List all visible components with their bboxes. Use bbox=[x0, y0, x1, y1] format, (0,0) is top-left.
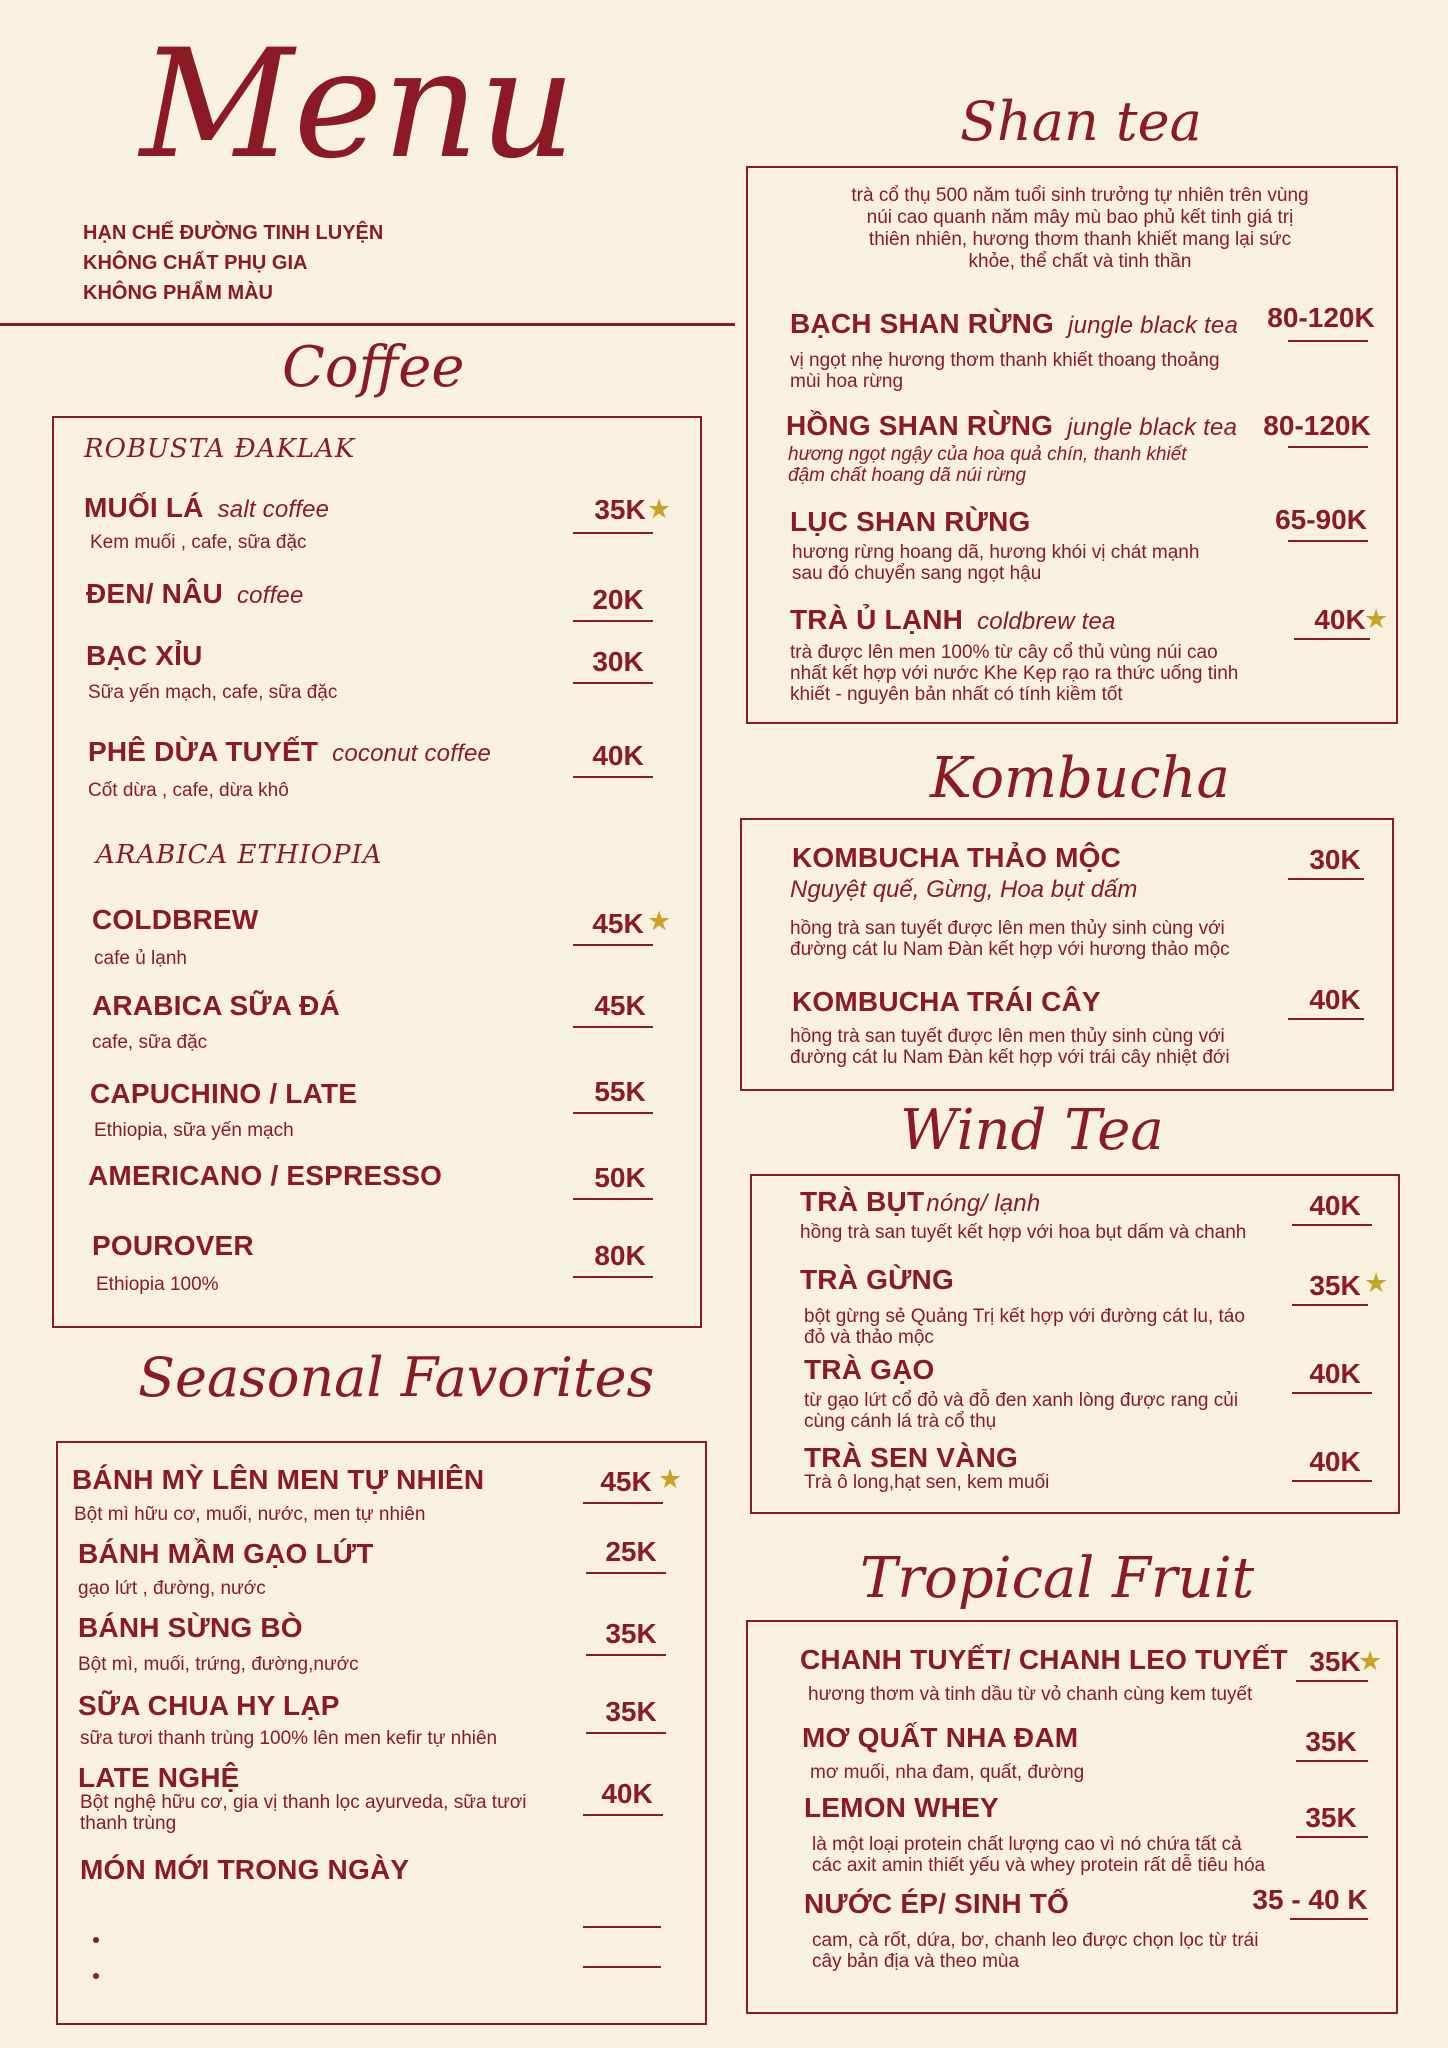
coffee-item-phe-dua: PHÊ DỪA TUYẾT coconut coffee bbox=[88, 736, 492, 767]
wind-item-tra-gung: TRÀ GỪNG bbox=[800, 1264, 954, 1295]
coffee-price-bac-xiu: 30K bbox=[592, 646, 644, 677]
star-icon: ★ bbox=[647, 494, 672, 524]
price-underline bbox=[573, 1276, 653, 1278]
coffee-price-americano: 50K bbox=[594, 1162, 646, 1193]
shan-title: Shan tea bbox=[960, 90, 1202, 153]
coffee-item-arabica-sua-da: ARABICA SỮA ĐÁ bbox=[92, 990, 340, 1021]
seasonal-title: Seasonal Favorites bbox=[138, 1346, 655, 1409]
price-underline bbox=[1296, 1760, 1368, 1762]
price-underline bbox=[1288, 540, 1368, 542]
price-underline bbox=[1288, 340, 1368, 342]
coffee-desc-arabica-sua-da: cafe, sữa đặc bbox=[92, 1032, 208, 1053]
tagline-3: KHÔNG PHẨM MÀU bbox=[83, 282, 273, 304]
coffee-price-pourover: 80K bbox=[594, 1240, 646, 1271]
shan-item-u-lanh: TRÀ Ủ LẠNH coldbrew tea bbox=[790, 604, 1116, 635]
coffee-desc-capuchino: Ethiopia, sữa yến mạch bbox=[94, 1120, 294, 1141]
shan-price-hong: 80-120K bbox=[1263, 410, 1371, 441]
shan-desc-luc: hương rừng hoang dã, hương khói vị chát mạnh sau đó chuyển sang ngọt hậu bbox=[792, 542, 1200, 584]
coffee-price-arabica-sua-da: 45K bbox=[594, 990, 646, 1021]
price-underline bbox=[583, 1502, 663, 1504]
price-underline bbox=[1292, 1224, 1372, 1226]
tropical-desc-chanh-tuyet: hương thơm và tinh dầu từ vỏ chanh cùng kem tuyết bbox=[808, 1684, 1253, 1705]
header-divider bbox=[0, 323, 735, 326]
blank-underline bbox=[583, 1926, 661, 1928]
wind-price-tra-but: 40K bbox=[1309, 1190, 1361, 1221]
coffee-desc-coldbrew: cafe ủ lạnh bbox=[94, 948, 187, 969]
tropical-desc-nuoc-ep: cam, cà rốt, dứa, bơ, chanh leo được chọn lọc từ trái cây bản địa và theo mùa bbox=[812, 1930, 1259, 1972]
coffee-item-den-nau: ĐEN/ NÂU coffee bbox=[86, 578, 304, 609]
kombucha-price-trai-cay: 40K bbox=[1309, 984, 1361, 1015]
coffee-item-pourover: POUROVER bbox=[92, 1230, 254, 1261]
seasonal-item-late-nghe: LATE NGHỆ bbox=[78, 1762, 240, 1793]
star-icon: ★ bbox=[1364, 1268, 1389, 1298]
price-underline bbox=[586, 1732, 666, 1734]
seasonal-item-mon-moi: MÓN MỚI TRONG NGÀY bbox=[80, 1854, 410, 1885]
coffee-price-phe-dua: 40K bbox=[592, 740, 644, 771]
star-icon: ★ bbox=[647, 906, 672, 936]
wind-item-tra-sen: TRÀ SEN VÀNG bbox=[804, 1442, 1018, 1473]
coffee-item-americano: AMERICANO / ESPRESSO bbox=[88, 1160, 443, 1191]
tropical-item-lemon-whey: LEMON WHEY bbox=[804, 1792, 999, 1823]
shan-desc-bach: vị ngọt nhẹ hương thơm thanh khiết thoang thoảng mùi hoa rừng bbox=[790, 350, 1220, 392]
coffee-price-muoi-la: 35K bbox=[594, 494, 646, 525]
price-underline bbox=[1292, 1304, 1368, 1306]
kombucha-desc-thao-moc: hồng trà san tuyết được lên men thủy sinh cùng với đường cát lu Nam Đàn kết hợp với hương thảo mộc bbox=[790, 918, 1230, 960]
coffee-desc-pourover: Ethiopia 100% bbox=[96, 1274, 219, 1295]
tropical-price-mo-quat: 35K bbox=[1305, 1726, 1357, 1757]
shan-price-u-lanh: 40K bbox=[1314, 604, 1366, 635]
star-icon: ★ bbox=[658, 1464, 683, 1494]
coffee-price-den-nau: 20K bbox=[592, 584, 644, 615]
blank-underline bbox=[583, 1966, 661, 1968]
wind-price-tra-sen: 40K bbox=[1309, 1446, 1361, 1477]
seasonal-desc-banh-sung-bo: Bột mì, muối, trứng, đường,nước bbox=[78, 1654, 359, 1675]
bullet-dot bbox=[93, 1973, 99, 1979]
tropical-desc-mo-quat: mơ muối, nha đam, quất, đường bbox=[810, 1762, 1085, 1783]
tropical-price-chanh-tuyet: 35K bbox=[1309, 1646, 1361, 1677]
shan-desc-u-lanh: trà được lên men 100% từ cây cổ thủ vùng núi cao nhất kết hợp với nước Khe Kẹp rạo ra thức uống tinh khiết - nguyên bản nhất có tính kiềm tốt bbox=[790, 642, 1239, 705]
coffee-title: Coffee bbox=[282, 335, 465, 400]
price-underline bbox=[1296, 1680, 1368, 1682]
price-underline bbox=[573, 1026, 653, 1028]
kombucha-sub-thao-moc: Nguyệt quế, Gừng, Hoa bụt dấm bbox=[790, 876, 1138, 903]
coffee-price-coldbrew: 45K bbox=[592, 908, 644, 939]
star-icon: ★ bbox=[1358, 1646, 1383, 1676]
seasonal-desc-banh-mam: gạo lứt , đường, nước bbox=[78, 1578, 266, 1599]
seasonal-price-banh-sung-bo: 35K bbox=[605, 1618, 657, 1649]
kombucha-item-trai-cay: KOMBUCHA TRÁI CÂY bbox=[792, 986, 1101, 1017]
shan-item-bach: BẠCH SHAN RỪNG jungle black tea bbox=[790, 308, 1239, 339]
price-underline bbox=[1294, 638, 1370, 640]
tropical-price-lemon-whey: 35K bbox=[1305, 1802, 1357, 1833]
tropical-desc-lemon-whey: là một loại protein chất lượng cao vì nó chứa tất cả các axit amin thiết yếu và whey protein rất dễ tiêu hóa bbox=[812, 1834, 1266, 1876]
shan-item-luc: LỤC SHAN RỪNG bbox=[790, 506, 1031, 537]
coffee-item-capuchino: CAPUCHINO / LATE bbox=[90, 1078, 358, 1109]
tropical-item-nuoc-ep: NƯỚC ÉP/ SINH TỐ bbox=[804, 1888, 1070, 1919]
seasonal-price-banh-mam: 25K bbox=[605, 1536, 657, 1567]
price-underline bbox=[573, 532, 653, 534]
price-underline bbox=[573, 944, 653, 946]
coffee-price-capuchino: 55K bbox=[594, 1076, 646, 1107]
price-underline bbox=[583, 1814, 663, 1816]
wind-tea-title: Wind Tea bbox=[900, 1098, 1164, 1163]
seasonal-item-banh-mam: BÁNH MẦM GẠO LỨT bbox=[78, 1538, 374, 1569]
price-underline bbox=[573, 1198, 653, 1200]
menu-title: Menu bbox=[140, 18, 576, 192]
tropical-price-nuoc-ep: 35 - 40 K bbox=[1252, 1884, 1368, 1915]
kombucha-price-thao-moc: 30K bbox=[1309, 844, 1361, 875]
price-underline bbox=[1296, 1836, 1368, 1838]
wind-desc-tra-gao: từ gạo lứt cổ đỏ và đỗ đen xanh lòng được rang củi cùng cánh lá trà cổ thụ bbox=[804, 1390, 1239, 1432]
seasonal-price-sua-chua: 35K bbox=[605, 1696, 657, 1727]
seasonal-item-banh-sung-bo: BÁNH SỪNG BÒ bbox=[78, 1612, 303, 1643]
shan-desc-hong: hương ngọt ngậy của hoa quả chín, thanh khiết đậm chất hoang dã núi rừng bbox=[788, 444, 1187, 486]
tagline-1: HẠN CHẾ ĐƯỜNG TINH LUYỆN bbox=[83, 222, 384, 244]
taglines bbox=[83, 218, 383, 308]
price-underline bbox=[573, 682, 653, 684]
category-arabica: ARABICA ETHIOPIA bbox=[96, 840, 383, 870]
category-robusta: ROBUSTA ĐAKLAK bbox=[84, 434, 356, 464]
wind-desc-tra-but: hồng trà san tuyết kết hợp với hoa bụt dấm và chanh bbox=[800, 1222, 1247, 1243]
price-underline bbox=[573, 1112, 653, 1114]
coffee-desc-bac-xiu: Sữa yến mạch, cafe, sữa đặc bbox=[88, 682, 338, 703]
wind-item-tra-gao: TRÀ GẠO bbox=[804, 1354, 935, 1385]
shan-item-hong: HỒNG SHAN RỪNG jungle black tea bbox=[786, 410, 1238, 441]
tropical-item-chanh-tuyet: CHANH TUYẾT/ CHANH LEO TUYẾT bbox=[800, 1644, 1288, 1675]
coffee-desc-muoi-la: Kem muối , cafe, sữa đặc bbox=[90, 532, 307, 553]
price-underline bbox=[573, 620, 653, 622]
price-underline bbox=[1292, 1480, 1372, 1482]
star-icon: ★ bbox=[1364, 604, 1389, 634]
price-underline bbox=[586, 1654, 666, 1656]
shan-price-luc: 65-90K bbox=[1275, 504, 1367, 535]
coffee-item-muoi-la: MUỐI LÁ salt coffee bbox=[84, 492, 330, 523]
seasonal-desc-sua-chua: sữa tươi thanh trùng 100% lên men kefir tự nhiên bbox=[80, 1728, 498, 1749]
coffee-item-bac-xiu: BẠC XỈU bbox=[86, 640, 203, 671]
shan-price-bach: 80-120K bbox=[1267, 302, 1375, 333]
seasonal-desc-banh-my: Bột mì hữu cơ, muối, nước, men tự nhiên bbox=[74, 1504, 426, 1525]
kombucha-desc-trai-cay: hồng trà san tuyết được lên men thủy sinh cùng với đường cát lu Nam Đàn kết hợp với trái cây nhiệt đới bbox=[790, 1026, 1230, 1068]
price-underline bbox=[1288, 878, 1364, 880]
wind-item-tra-but: TRÀ BỤTnóng/ lạnh bbox=[800, 1186, 1041, 1217]
price-underline bbox=[1288, 1018, 1364, 1020]
tropical-title: Tropical Fruit bbox=[860, 1546, 1255, 1611]
bullet-dot bbox=[93, 1937, 99, 1943]
wind-desc-tra-sen: Trà ô long,hạt sen, kem muối bbox=[804, 1472, 1050, 1493]
price-underline bbox=[1292, 1392, 1372, 1394]
price-underline bbox=[586, 1572, 666, 1574]
tagline-2: KHÔNG CHẤT PHỤ GIA bbox=[83, 252, 308, 274]
seasonal-price-banh-my: 45K bbox=[600, 1466, 652, 1497]
tropical-item-mo-quat: MƠ QUẤT NHA ĐAM bbox=[802, 1722, 1079, 1753]
shan-intro: trà cổ thụ 500 năm tuổi sinh trưởng tự nhiên trên vùng núi cao quanh năm mây mù bao phủ kết tinh giá trị thiên nhiên, hương thơm thanh khiết mang lại sức khỏe, thể chất và tinh thần bbox=[851, 185, 1309, 272]
seasonal-item-banh-my: BÁNH MỲ LÊN MEN TỰ NHIÊN bbox=[72, 1464, 485, 1495]
wind-desc-tra-gung: bột gừng sẻ Quảng Trị kết hợp với đường cát lu, táo đỏ và thảo mộc bbox=[804, 1306, 1245, 1348]
kombucha-item-thao-moc: KOMBUCHA THẢO MỘC bbox=[792, 842, 1121, 873]
seasonal-price-late-nghe: 40K bbox=[601, 1778, 653, 1809]
price-underline bbox=[1288, 446, 1368, 448]
price-underline bbox=[573, 776, 653, 778]
kombucha-title: Kombucha bbox=[930, 746, 1230, 811]
seasonal-item-sua-chua: SỮA CHUA HY LẠP bbox=[78, 1690, 340, 1721]
coffee-item-coldbrew: COLDBREW bbox=[92, 904, 259, 935]
seasonal-desc-late-nghe: Bột nghệ hữu cơ, gia vị thanh lọc ayurveda, sữa tươi thanh trùng bbox=[80, 1792, 527, 1834]
wind-price-tra-gung: 35K bbox=[1309, 1270, 1361, 1301]
coffee-desc-phe-dua: Cốt dừa , cafe, dừa khô bbox=[88, 780, 289, 801]
wind-price-tra-gao: 40K bbox=[1309, 1358, 1361, 1389]
price-underline bbox=[1290, 1918, 1368, 1920]
